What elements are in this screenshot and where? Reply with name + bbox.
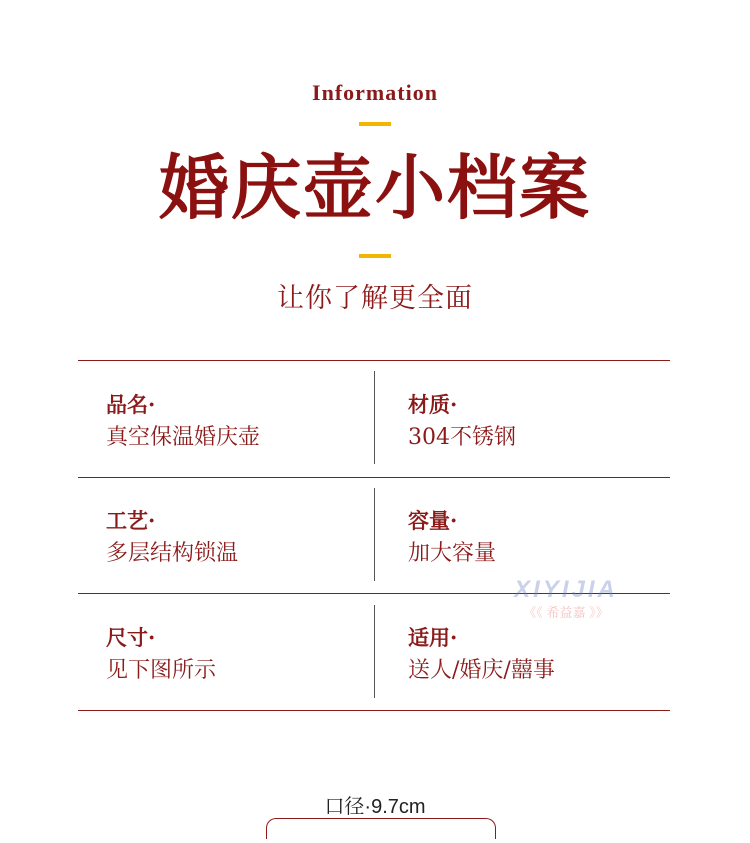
info-cell-product-name	[106, 390, 260, 454]
info-cell-size	[106, 623, 216, 687]
dimension-label: 口径·9.7cm	[324, 796, 426, 818]
table-divider-top	[78, 360, 670, 361]
info-value: 送人/婚庆/囍事	[408, 658, 555, 683]
info-cell-usage	[408, 623, 555, 687]
watermark-chinese: 《《 希益嘉 》》	[523, 605, 609, 620]
brand-watermark	[496, 576, 636, 626]
info-label: 尺寸·	[106, 625, 156, 650]
info-value: 真空保温婚庆壶	[106, 425, 261, 450]
dimension-bracket	[266, 818, 496, 839]
info-value: 加大容量	[408, 541, 497, 566]
column-divider	[374, 605, 375, 698]
page-subtitle: 让你了解更全面	[277, 283, 473, 314]
info-label: 品名·	[106, 392, 156, 417]
info-value: 304不锈钢	[408, 425, 516, 450]
eyebrow-text: Information	[312, 80, 438, 105]
page-title: 婚庆壶小档案	[159, 146, 591, 229]
info-label: 工艺·	[106, 508, 156, 533]
column-divider	[374, 371, 375, 464]
accent-bar-top	[359, 122, 391, 126]
column-divider	[374, 488, 375, 581]
info-value: 见下图所示	[106, 658, 217, 683]
info-label: 材质·	[408, 392, 458, 417]
watermark-letters: XIYIJIA	[514, 576, 618, 603]
info-label: 适用·	[408, 625, 458, 650]
info-value: 多层结构锁温	[106, 541, 239, 566]
table-divider	[78, 477, 670, 478]
info-cell-capacity	[408, 506, 496, 570]
info-cell-material	[408, 390, 516, 454]
table-divider-bottom	[78, 710, 670, 711]
info-cell-craft	[106, 506, 238, 570]
info-label: 容量·	[408, 508, 458, 533]
accent-bar-bottom	[359, 254, 391, 258]
